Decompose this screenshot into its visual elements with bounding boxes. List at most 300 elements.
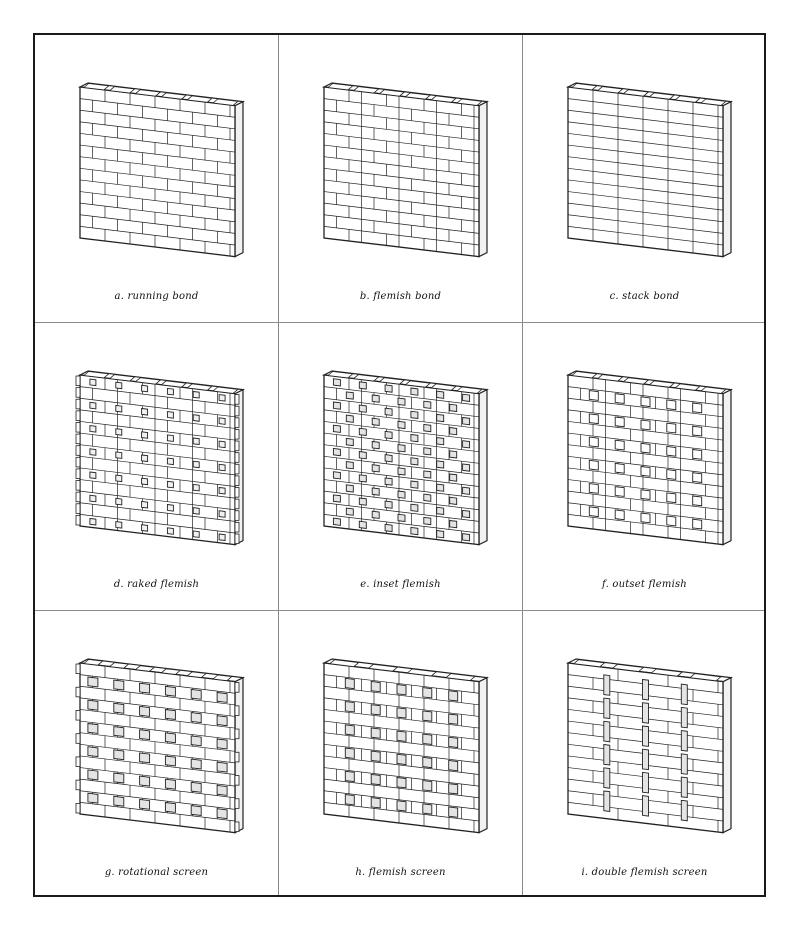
inset-void [437, 391, 444, 398]
raked-edge-tooth [235, 511, 239, 521]
outset-void [693, 450, 702, 460]
rotational-screen-wall-drawing [35, 611, 278, 898]
raked-void [193, 461, 199, 468]
caption-double-flemish-screen: i. double flemish screen [581, 867, 708, 878]
raked-edge-tooth [235, 499, 239, 509]
raked-edge-tooth [76, 457, 80, 467]
inset-void [450, 451, 457, 458]
raked-edge-tooth [76, 376, 80, 386]
outset-void [615, 417, 624, 427]
inset-void [372, 465, 379, 472]
flemish-screen-void [397, 754, 406, 764]
inset-void [437, 531, 444, 538]
double-flemish-screen-void [604, 768, 610, 788]
raked-void [142, 432, 148, 439]
raked-edge-tooth [235, 534, 239, 544]
outset-end-face [723, 390, 731, 545]
raked-edge-tooth [235, 418, 239, 428]
outset-void [641, 513, 650, 523]
rotational-void [88, 724, 98, 734]
double-flemish-screen-void [681, 707, 687, 727]
inset-void [398, 491, 405, 498]
inset-void [424, 517, 431, 524]
raked-void [90, 402, 96, 409]
flemish-screen-void [449, 807, 458, 817]
inset-void [385, 385, 392, 392]
inset-void [333, 448, 340, 455]
raked-void [193, 438, 199, 445]
flemish-screen-void [371, 728, 380, 738]
outset-void [641, 467, 650, 477]
double-flemish-screen-wall-drawing [523, 611, 766, 898]
rotational-body [76, 659, 243, 833]
rotational-edge-tooth [235, 729, 239, 739]
rotational-void [140, 799, 150, 809]
rotational-void [140, 730, 150, 740]
inset-void [346, 438, 353, 445]
raked-void [142, 478, 148, 485]
outset-void [667, 516, 676, 526]
rotational-edge-tooth [76, 780, 80, 790]
inset-void [333, 472, 340, 479]
outset-void [641, 443, 650, 453]
inset-void [437, 461, 444, 468]
outset-void [667, 423, 676, 433]
inset-void [411, 388, 418, 395]
inset-void [385, 524, 392, 531]
inset-void [411, 458, 418, 465]
raked-void [219, 464, 225, 471]
double-flemish-screen-void [643, 796, 649, 817]
raked-void [142, 409, 148, 416]
raked-void [193, 531, 199, 538]
inset-void [385, 501, 392, 508]
panel-raked-flemish [35, 323, 278, 610]
inset-void [372, 395, 379, 402]
double-flemish-screen-void [681, 754, 687, 775]
inset-void [424, 401, 431, 408]
raked-edge-tooth [76, 492, 80, 502]
double-flemish-screen-void [604, 675, 610, 696]
inset-void [333, 379, 340, 386]
flemish-screen-void [345, 748, 354, 758]
raked-void [90, 495, 96, 502]
flemish-screen-void [371, 798, 380, 808]
rotational-void [88, 700, 98, 710]
flemish-screen-end-face [479, 678, 487, 833]
outset-void [693, 403, 702, 413]
inset-void [463, 394, 470, 401]
inset-void [346, 462, 353, 469]
rotational-void [165, 803, 175, 813]
raked-void [167, 528, 173, 535]
rotational-void [191, 759, 201, 769]
outset-void [589, 437, 598, 447]
raked-body [76, 371, 243, 545]
inset-void [359, 498, 366, 505]
rotational-void [140, 753, 150, 763]
rotational-void [140, 776, 150, 786]
flemish-screen-void [371, 774, 380, 784]
inset-void [346, 415, 353, 422]
inset-void [385, 431, 392, 438]
inset-void [372, 442, 379, 449]
inset-void [398, 398, 405, 405]
inset-void [463, 534, 470, 541]
rotational-void [88, 793, 98, 803]
rotational-edge-tooth [76, 710, 80, 720]
inset-void [463, 464, 470, 471]
inset-void [398, 514, 405, 521]
flemish-end-face [479, 102, 487, 257]
raked-edge-tooth [235, 476, 239, 486]
double-flemish-screen-void [643, 749, 649, 769]
rotational-edge-tooth [235, 706, 239, 716]
inset-void [450, 474, 457, 481]
inset-void [463, 418, 470, 425]
raked-void [116, 382, 122, 389]
flemish-front-face [324, 87, 479, 257]
inset-void [463, 510, 470, 517]
rotational-void [165, 710, 175, 720]
rotational-void [217, 785, 227, 795]
inset-void [359, 452, 366, 459]
raked-edge-tooth [235, 453, 239, 463]
inset-void [333, 518, 340, 525]
inset-void [359, 405, 366, 412]
rotational-void [114, 750, 124, 760]
flemish-screen-wall-drawing [279, 611, 522, 898]
inset-void [359, 521, 366, 528]
raked-void [193, 392, 199, 399]
double-flemish-screen-void [681, 684, 687, 705]
raked-edge-tooth [76, 411, 80, 421]
flemish-screen-void [397, 685, 406, 695]
outset-void [589, 460, 598, 470]
flemish-screen-void [345, 795, 354, 805]
raked-void [116, 452, 122, 459]
rotational-void [88, 747, 98, 757]
raked-void [90, 379, 96, 386]
inset-void [463, 441, 470, 448]
outset-void [667, 446, 676, 456]
flemish-screen-void [449, 691, 458, 701]
inset-void [359, 428, 366, 435]
caption-running-bond: a. running bond [114, 291, 199, 302]
double-flemish-screen-void [604, 721, 610, 742]
raked-void [116, 429, 122, 436]
raked-front-face [80, 375, 235, 545]
flemish-screen-void [345, 678, 354, 688]
rotational-void [165, 686, 175, 696]
caption-rotational-screen: g. rotational screen [104, 867, 209, 878]
inset-void [411, 527, 418, 534]
outset-void [615, 463, 624, 473]
inset-void [359, 475, 366, 482]
rotational-void [217, 739, 227, 749]
caption-stack-bond: c. stack bond [609, 291, 680, 302]
raked-edge-tooth [235, 522, 239, 532]
running-end-face [235, 102, 243, 257]
rotational-edge-tooth [76, 734, 80, 744]
flemish-screen-void [397, 708, 406, 718]
rotational-void [165, 779, 175, 789]
raked-void [90, 449, 96, 456]
caption-outset-flemish: f. outset flemish [602, 579, 687, 590]
raked-edge-tooth [76, 422, 80, 432]
rotational-void [191, 689, 201, 699]
raked-void [219, 441, 225, 448]
panel-rotational-screen [35, 611, 278, 898]
raked-edge-tooth [76, 504, 80, 514]
rotational-void [114, 796, 124, 806]
raked-void [167, 481, 173, 488]
running-bond-wall-drawing [35, 35, 278, 322]
figure-frame [33, 33, 766, 897]
raked-edge-tooth [76, 388, 80, 398]
double-flemish-screen-end-face [723, 678, 731, 833]
inset-void [398, 468, 405, 475]
flemish-screen-void [449, 714, 458, 724]
flemish-screen-void [345, 702, 354, 712]
inset-void [450, 428, 457, 435]
flemish-screen-void [423, 804, 432, 814]
raked-edge-tooth [235, 406, 239, 416]
stack-body [568, 83, 731, 257]
raked-void [116, 405, 122, 412]
rotational-edge-tooth [76, 803, 80, 813]
panel-inset-flemish [279, 323, 522, 610]
raked-void [167, 458, 173, 465]
rotational-void [165, 756, 175, 766]
raked-edge-tooth [235, 429, 239, 439]
inset-void [385, 455, 392, 462]
raked-edge-tooth [76, 434, 80, 444]
outset-void [589, 391, 598, 401]
flemish-screen-void [423, 757, 432, 767]
rotational-void [114, 680, 124, 690]
raked-void [90, 472, 96, 479]
panel-double-flemish-screen [523, 611, 766, 898]
outset-flemish-wall-drawing [523, 323, 766, 610]
double-flemish-screen-void [604, 745, 610, 766]
raked-void [116, 498, 122, 505]
rotational-void [217, 693, 227, 703]
raked-void [167, 412, 173, 419]
rotational-void [88, 677, 98, 687]
rotational-void [114, 773, 124, 783]
rotational-edge-tooth [76, 664, 80, 674]
inset-void [385, 478, 392, 485]
double-flemish-screen-void [643, 772, 649, 793]
flemish-screen-void [345, 725, 354, 735]
flemish-screen-void [423, 781, 432, 791]
inset-void [450, 404, 457, 411]
inset-void [359, 382, 366, 389]
raked-void [142, 525, 148, 532]
inset-void [450, 521, 457, 528]
double-flemish-screen-void [604, 698, 610, 718]
raked-edge-tooth [76, 469, 80, 479]
double-flemish-screen-void [681, 777, 687, 797]
flemish-screen-void [397, 778, 406, 788]
rotational-front-face [80, 663, 235, 833]
double-flemish-screen-void [604, 791, 610, 812]
inset-void [437, 484, 444, 491]
raked-edge-tooth [235, 464, 239, 474]
outset-void [589, 414, 598, 424]
panel-running-bond [35, 35, 278, 322]
raked-void [142, 501, 148, 508]
caption-raked-flemish: d. raked flemish [113, 579, 200, 590]
raked-void [90, 426, 96, 433]
raked-void [142, 455, 148, 462]
inset-void [424, 494, 431, 501]
rotational-edge-tooth [235, 683, 239, 693]
inset-void [346, 392, 353, 399]
double-flemish-screen-void [643, 680, 649, 701]
raked-void [193, 508, 199, 515]
outset-body [568, 371, 731, 545]
raked-void [116, 475, 122, 482]
flemish-bond-wall-drawing [279, 35, 522, 322]
flemish-screen-void [397, 731, 406, 741]
inset-void [437, 507, 444, 514]
rotational-edge-tooth [235, 752, 239, 762]
double-flemish-screen-void [643, 726, 649, 746]
inset-void [424, 471, 431, 478]
running-front-face [80, 87, 235, 257]
outset-void [693, 473, 702, 483]
flemish-screen-void [345, 771, 354, 781]
raked-edge-tooth [76, 515, 80, 525]
flemish-screen-void [371, 681, 380, 691]
raked-void [167, 435, 173, 442]
running-body [80, 83, 243, 257]
raked-void [116, 522, 122, 529]
rotational-void [88, 770, 98, 780]
rotational-void [165, 733, 175, 743]
raked-void [219, 395, 225, 402]
flemish-screen-void [371, 705, 380, 715]
rotational-edge-tooth [235, 776, 239, 786]
rotational-void [191, 782, 201, 792]
raked-void [167, 388, 173, 395]
panel-outset-flemish [523, 323, 766, 610]
outset-void [693, 426, 702, 436]
stack-bond-wall-drawing [523, 35, 766, 322]
panel-flemish-screen [279, 611, 522, 898]
inset-void [333, 425, 340, 432]
inset-void [333, 402, 340, 409]
rotational-edge-tooth [235, 799, 239, 809]
rotational-edge-tooth [76, 757, 80, 767]
raked-void [90, 519, 96, 526]
inset-void [424, 424, 431, 431]
panel-flemish-bond [279, 35, 522, 322]
inset-void [398, 445, 405, 452]
raked-edge-tooth [76, 399, 80, 409]
rotational-void [191, 713, 201, 723]
stack-front-face [568, 87, 723, 257]
rotational-void [114, 703, 124, 713]
rotational-edge-tooth [235, 822, 239, 832]
rotational-void [114, 727, 124, 737]
double-flemish-screen-void [643, 703, 649, 724]
inset-void [437, 414, 444, 421]
rotational-void [140, 683, 150, 693]
raked-edge-tooth [235, 441, 239, 451]
outset-void [615, 440, 624, 450]
flemish-screen-void [449, 760, 458, 770]
inset-void [346, 508, 353, 515]
inset-void [411, 504, 418, 511]
raked-void [142, 385, 148, 392]
rotational-void [217, 716, 227, 726]
inset-void [450, 497, 457, 504]
raked-void [167, 505, 173, 512]
rotational-void [191, 736, 201, 746]
flemish-body [324, 83, 487, 257]
inset-body [324, 371, 487, 545]
raked-void [193, 415, 199, 422]
outset-void [589, 484, 598, 494]
outset-void [667, 470, 676, 480]
inset-void [463, 487, 470, 494]
inset-void [411, 481, 418, 488]
raked-void [219, 534, 225, 541]
raked-void [219, 418, 225, 425]
flemish-screen-void [371, 751, 380, 761]
inset-void [411, 435, 418, 442]
caption-flemish-screen: h. flemish screen [355, 867, 446, 878]
inset-void [372, 488, 379, 495]
double-flemish-screen-void [681, 731, 687, 752]
inset-flemish-wall-drawing [279, 323, 522, 610]
inset-void [411, 411, 418, 418]
raked-edge-tooth [235, 488, 239, 498]
rotational-edge-tooth [76, 687, 80, 697]
rotational-void [217, 809, 227, 819]
outset-void [693, 519, 702, 529]
inset-void [346, 485, 353, 492]
caption-inset-flemish: e. inset flemish [360, 579, 441, 590]
outset-void [589, 507, 598, 517]
outset-void [641, 490, 650, 500]
double-flemish-screen-void [681, 800, 687, 821]
double-flemish-screen-body [568, 659, 731, 833]
outset-void [615, 510, 624, 520]
inset-void [372, 511, 379, 518]
rotational-void [140, 706, 150, 716]
raked-void [219, 511, 225, 518]
flemish-screen-void [423, 711, 432, 721]
flemish-screen-void [449, 737, 458, 747]
raked-edge-tooth [76, 446, 80, 456]
flemish-screen-void [423, 688, 432, 698]
flemish-screen-void [449, 784, 458, 794]
inset-end-face [479, 390, 487, 545]
outset-void [667, 493, 676, 503]
outset-void [641, 420, 650, 430]
stack-end-face [723, 102, 731, 257]
inset-void [333, 495, 340, 502]
flemish-screen-void [397, 801, 406, 811]
raked-void [193, 484, 199, 491]
panel-stack-bond [523, 35, 766, 322]
raked-flemish-wall-drawing [35, 323, 278, 610]
inset-void [398, 421, 405, 428]
